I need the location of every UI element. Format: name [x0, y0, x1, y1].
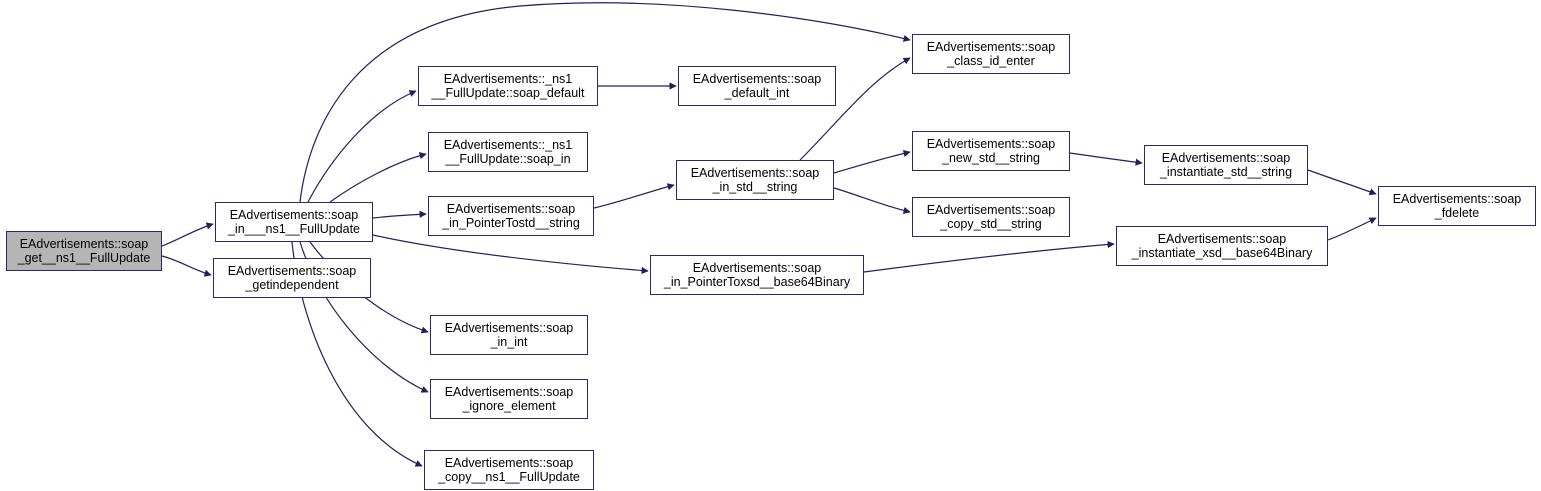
node-label-line2: _copy_std__string	[940, 217, 1042, 231]
node-label-line2: _class_id_enter	[947, 54, 1035, 68]
node-label-line2: __FullUpdate::soap_default	[431, 86, 585, 100]
node-label-line1: EAdvertisements::soap	[926, 40, 1056, 54]
graph-node[interactable]	[213, 258, 371, 298]
graph-edge	[594, 185, 674, 208]
graph-node[interactable]	[1378, 186, 1536, 226]
graph-edge	[308, 91, 416, 202]
graph-edge	[864, 244, 1114, 272]
graph-edge	[162, 256, 211, 275]
graph-node[interactable]	[1116, 226, 1328, 266]
node-label-line1: EAdvertisements::soap	[926, 203, 1056, 217]
node-label-line2: _in_std__string	[712, 180, 798, 194]
graph-edge	[1328, 218, 1376, 240]
graph-node[interactable]	[676, 160, 834, 200]
node-label-line2: _instantiate_xsd__base64Binary	[1131, 246, 1313, 260]
node-label-line2: _getindependent	[245, 278, 339, 292]
graph-node[interactable]	[430, 315, 588, 355]
graph-edge	[834, 188, 910, 212]
node-label-line1: EAdvertisements::soap	[1161, 151, 1291, 165]
node-label-line2: __FullUpdate::soap_in	[445, 152, 571, 166]
node-label-line2: _default_int	[724, 86, 790, 100]
node-label-line1: EAdvertisements::soap	[444, 385, 574, 399]
node-label-line2: _copy__ns1__FullUpdate	[438, 470, 580, 484]
node-label-line1: EAdvertisements::soap	[19, 237, 149, 251]
node-label-line1: EAdvertisements::soap	[229, 208, 359, 222]
graph-node[interactable]	[430, 379, 588, 419]
node-label-line1: EAdvertisements::soap	[690, 166, 820, 180]
node-label-line1: EAdvertisements::soap	[444, 321, 574, 335]
node-label-line2: _ignore_element	[462, 399, 556, 413]
graph-edge	[373, 214, 426, 218]
node-label-line1: EAdvertisements::_ns1	[443, 72, 573, 86]
graph-node[interactable]	[678, 66, 836, 106]
graph-edge	[330, 154, 426, 202]
graph-node[interactable]	[912, 131, 1070, 171]
node-label-line1: EAdvertisements::soap	[1392, 192, 1522, 206]
graph-node[interactable]	[418, 66, 598, 106]
node-label-line2: _fdelete	[1434, 206, 1480, 220]
node-label-line1: EAdvertisements::soap	[444, 456, 574, 470]
graph-edge	[1308, 170, 1376, 194]
graph-node[interactable]	[6, 231, 162, 271]
node-label-line1: EAdvertisements::soap	[227, 264, 357, 278]
node-label-line1: EAdvertisements::soap	[926, 137, 1056, 151]
node-label-line1: EAdvertisements::_ns1	[443, 138, 573, 152]
node-label-line1: EAdvertisements::soap	[446, 202, 576, 216]
node-label-line1: EAdvertisements::soap	[692, 261, 822, 275]
graph-node[interactable]	[428, 132, 588, 172]
graph-edge	[834, 152, 910, 173]
node-label-line2: _in_PointerTostd__string	[442, 216, 580, 230]
graph-edge	[373, 235, 648, 271]
node-label-line2: _new_std__string	[942, 151, 1040, 165]
graph-node[interactable]	[650, 255, 864, 295]
graph-edge	[162, 224, 213, 246]
graph-node[interactable]	[424, 450, 594, 490]
node-label-line2: _instantiate_std__string	[1159, 165, 1293, 179]
graph-node[interactable]	[1144, 145, 1308, 185]
node-label-line1: EAdvertisements::soap	[692, 72, 822, 86]
node-label-line2: _in___ns1__FullUpdate	[227, 222, 361, 236]
graph-node[interactable]	[912, 197, 1070, 237]
node-label-line2: _get__ns1__FullUpdate	[17, 251, 151, 265]
node-label-line1: EAdvertisements::soap	[1157, 232, 1287, 246]
graph-node[interactable]	[912, 34, 1070, 74]
node-label-line2: _in_int	[490, 335, 528, 349]
node-label-line2: _in_PointerToxsd__base64Binary	[663, 275, 851, 289]
graph-node[interactable]	[215, 202, 373, 242]
graph-node[interactable]	[428, 196, 594, 236]
graph-edge	[1070, 153, 1142, 163]
